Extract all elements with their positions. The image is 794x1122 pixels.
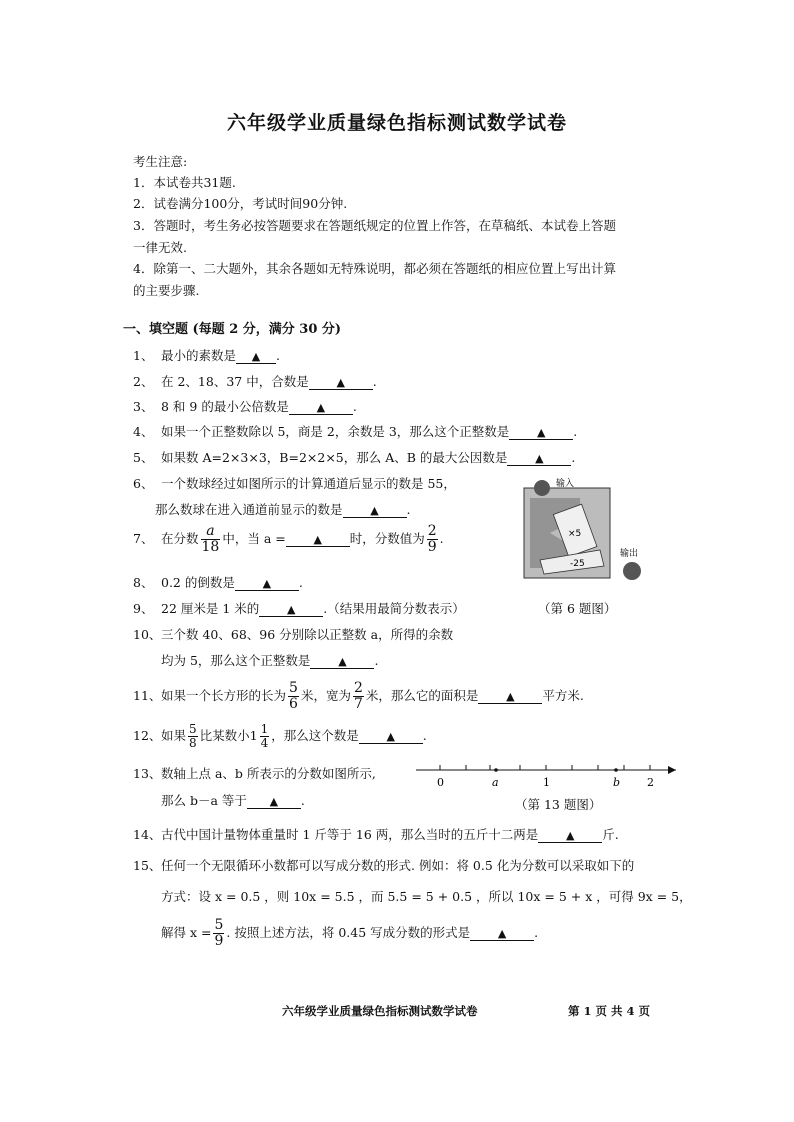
figure-6-op2: -25 [570, 559, 585, 569]
answer-blank: ▲ [309, 375, 373, 390]
answer-blank: ▲ [343, 503, 407, 518]
answer-blank: ▲ [359, 729, 423, 744]
tick-2: 2 [647, 776, 654, 789]
question-15: 15、任何一个无限循环小数都可以写成分数的形式. 例如：将 0.5̇ 化为分数可以采取如下的 [133, 858, 635, 873]
question-7: 7、 在分数 $\frac{a}{18}$ 中，当 a = ▲ 时，分数值为 $\frac{2}{9}$ . [133, 523, 444, 555]
question-8: 8、 0.2 的倒数是 ▲ . [133, 575, 303, 590]
answer-blank: ▲ [478, 689, 542, 704]
figure-13-number-line [410, 758, 682, 792]
note-4a: 4．除第一、二大题外，其余各题如无特殊说明，都必须在答题纸的相应位置上写出计算 [133, 261, 616, 276]
question-13-line2: 那么 b－a 等于 ▲ . [161, 793, 305, 808]
answer-blank: ▲ [538, 828, 602, 843]
note-3a: 3．答题时，考生务必按答题要求在答题纸规定的位置上作答，在草稿纸、本试卷上答题 [133, 218, 616, 233]
question-9: 9、 22 厘米是 1 米的 ▲ .（结果用最简分数表示） [133, 601, 465, 616]
answer-blank: ▲ [286, 532, 350, 547]
figure-6-caption: （第 6 题图） [538, 601, 617, 616]
question-6-line2: 那么数球在进入通道前显示的数是 ▲ . [155, 502, 411, 517]
answer-blank: ▲ [236, 349, 276, 364]
answer-blank: ▲ [470, 926, 534, 941]
answer-blank: ▲ [507, 451, 571, 466]
figure-6-diagram [520, 478, 650, 590]
tick-b: b [613, 776, 621, 789]
question-15-line3: 解得 x = $\frac{5}{9}$ . 按照上述方法，将 0.4̇5̇ 写成分数的形式是 ▲ . [161, 917, 539, 949]
question-11: 11、如果一个长方形的长为 $\frac{5}{6}$ 米，宽为 $\frac{2}{7}$ 米，那么它的面积是 ▲ 平方米. [133, 680, 584, 712]
question-10: 10、三个数 40、68、96 分别除以正整数 a，所得的余数 [133, 627, 454, 642]
note-2: 2．试卷满分100分，考试时间90分钟. [133, 196, 348, 211]
note-3b: 一律无效. [133, 240, 187, 255]
question-2: 2、 在 2、18、37 中，合数是 ▲ . [133, 374, 377, 389]
question-14: 14、古代中国计量物体重量时 1 斤等于 16 两，那么当时的五斤十二两是 ▲ 斤. [133, 827, 619, 842]
figure-6-label-out: 输出 [620, 549, 639, 559]
page-title: 六年级学业质量绿色指标测试数学试卷 [226, 112, 567, 134]
tick-1: 1 [543, 776, 550, 789]
answer-blank: ▲ [310, 654, 374, 669]
question-13: 13、数轴上点 a、b 所表示的分数如图所示, [133, 766, 376, 781]
question-6: 6、 一个数球经过如图所示的计算通道后显示的数是 55， [133, 476, 456, 491]
answer-blank: ▲ [247, 794, 301, 809]
note-1: 1．本试卷共31题. [133, 175, 236, 190]
note-4b: 的主要步骤. [133, 283, 200, 298]
footer-page-number: 第 1 页 共 4 页 [568, 1004, 651, 1018]
answer-blank: ▲ [235, 576, 299, 591]
answer-blank: ▲ [289, 400, 353, 415]
figure-6-op1: ×5 [568, 529, 582, 539]
answer-blank: ▲ [509, 425, 573, 440]
question-15-line2: 方式：设 x = 0.5̇ ，则 10x = 5.5̇ ，而 5.5̇ = 5 + 0.5̇ ，所以 10x = 5 + x ，可得 9x = 5， [161, 889, 692, 904]
footer-title: 六年级学业质量绿色指标测试数学试卷 [282, 1004, 478, 1018]
question-10-line2: 均为 5，那么这个正整数是 ▲ . [161, 653, 379, 668]
figure-13-caption: （第 13 题图） [515, 797, 602, 812]
answer-blank: ▲ [259, 602, 323, 617]
question-4: 4、 如果一个正整数除以 5，商是 2，余数是 3，那么这个正整数是 ▲ . [133, 424, 578, 439]
question-1: 1、 最小的素数是 ▲ . [133, 348, 280, 363]
question-12: 12、如果 $\frac{5}{8}$ 比某数小1 $\frac{1}{4}$ ，那么这个数是 ▲ . [133, 722, 427, 750]
figure-6-label-in: 输入 [556, 479, 575, 489]
notes-heading: 考生注意: [133, 154, 188, 169]
section-heading: 一、填空题 (每题 2 分，满分 30 分) [123, 322, 342, 337]
tick-0: 0 [437, 776, 444, 789]
question-3: 3、 8 和 9 的最小公倍数是 ▲ . [133, 399, 357, 414]
question-5: 5、 如果数 A=2×3×3，B=2×2×5，那么 A、B 的最大公因数是 ▲ . [133, 450, 576, 465]
tick-a: a [492, 776, 499, 789]
